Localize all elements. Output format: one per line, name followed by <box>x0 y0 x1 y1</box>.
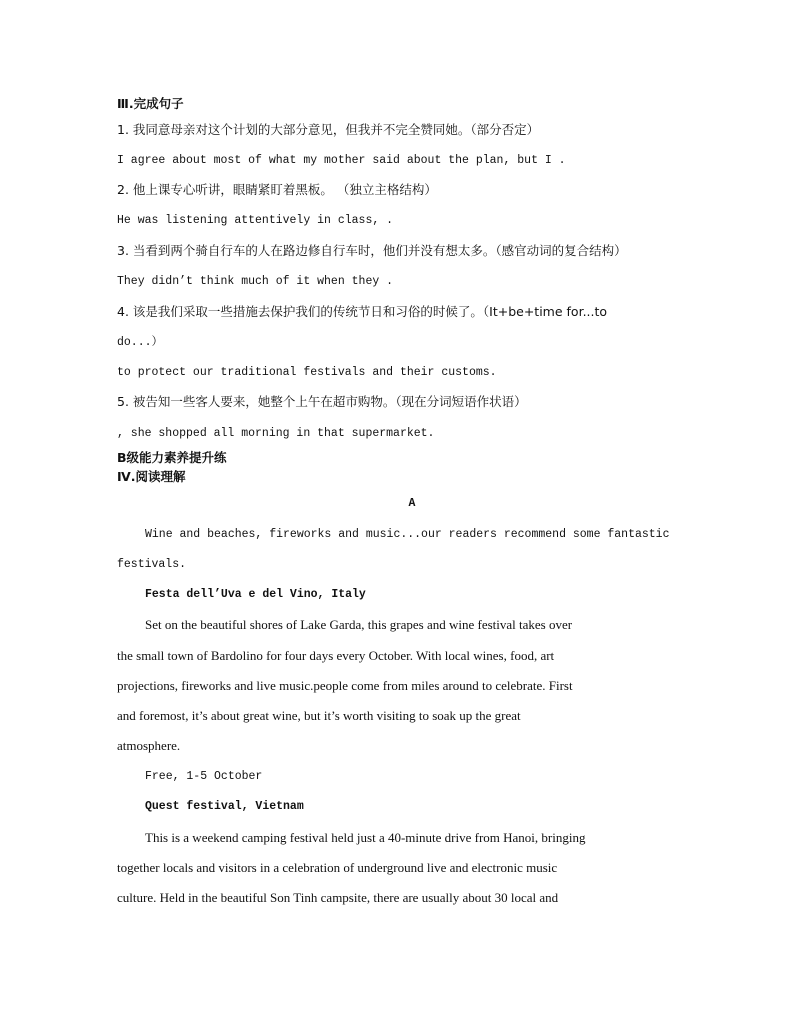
festival-2-line-2: together locals and visitors in a celebration of underground live and electronic music <box>117 860 558 875</box>
question-2-english: He was listening attentively in class, . <box>117 214 394 227</box>
festival-1-line-4: and foremost, it’s about great wine, but it’s worth visiting to soak up the great <box>117 708 521 723</box>
section4-heading: Ⅳ.阅读理解 <box>117 469 186 484</box>
level-b-heading: B级能力素养提升练 <box>117 450 227 465</box>
festival-1-line-5: atmosphere. <box>117 738 181 753</box>
question-2-chinese: 2. 他上课专心听讲，眼睛紧盯着黑板。 （独立主格结构） <box>117 182 437 197</box>
passage-label: A <box>408 497 416 510</box>
festival-2-title: Quest festival, Vietnam <box>145 800 304 813</box>
festival-1-line-3: projections, fireworks and live music.people come from miles around to celebrate. First <box>117 678 573 693</box>
question-3-english: They didn’t think much of it when they . <box>117 275 394 288</box>
festival-2-line-1: This is a weekend camping festival held just a 40-minute drive from Hanoi, bringing <box>145 830 586 845</box>
festival-1-info: Free, 1-5 October <box>145 770 263 783</box>
question-4-chinese-continued: do...） <box>117 336 164 349</box>
question-5-chinese: 5. 被告知一些客人要来，她整个上午在超市购物。（现在分词短语作状语） <box>117 394 527 409</box>
question-3-chinese: 3. 当看到两个骑自行车的人在路边修自行车时，他们并没有想太多。（感官动词的复合结构） <box>117 243 627 258</box>
section3-heading: Ⅲ.完成句子 <box>117 96 184 111</box>
festival-2-line-3: culture. Held in the beautiful Son Tinh campsite, there are usually about 30 local and <box>117 890 559 905</box>
question-4-english: to protect our traditional festivals and their customs. <box>117 366 497 379</box>
intro-line-1: Wine and beaches, fireworks and music...our readers recommend some fantastic <box>145 528 670 541</box>
question-4-chinese: 4. 该是我们采取一些措施去保护我们的传统节日和习俗的时候了。（It+be+time for...to <box>117 304 608 319</box>
question-1-chinese: 1. 我同意母亲对这个计划的大部分意见，但我并不完全赞同她。（部分否定） <box>117 122 540 137</box>
question-5-english: , she shopped all morning in that supermarket. <box>117 427 435 440</box>
intro-line-2: festivals. <box>117 558 187 571</box>
festival-1-title: Festa dell’Uva e del Vino, Italy <box>145 588 366 601</box>
festival-1-line-2: the small town of Bardolino for four days every October. With local wines, food, art <box>117 648 555 663</box>
festival-1-line-1: Set on the beautiful shores of Lake Garda, this grapes and wine festival takes over <box>145 617 573 632</box>
question-1-english: I agree about most of what my mother said about the plan, but I . <box>117 154 566 167</box>
